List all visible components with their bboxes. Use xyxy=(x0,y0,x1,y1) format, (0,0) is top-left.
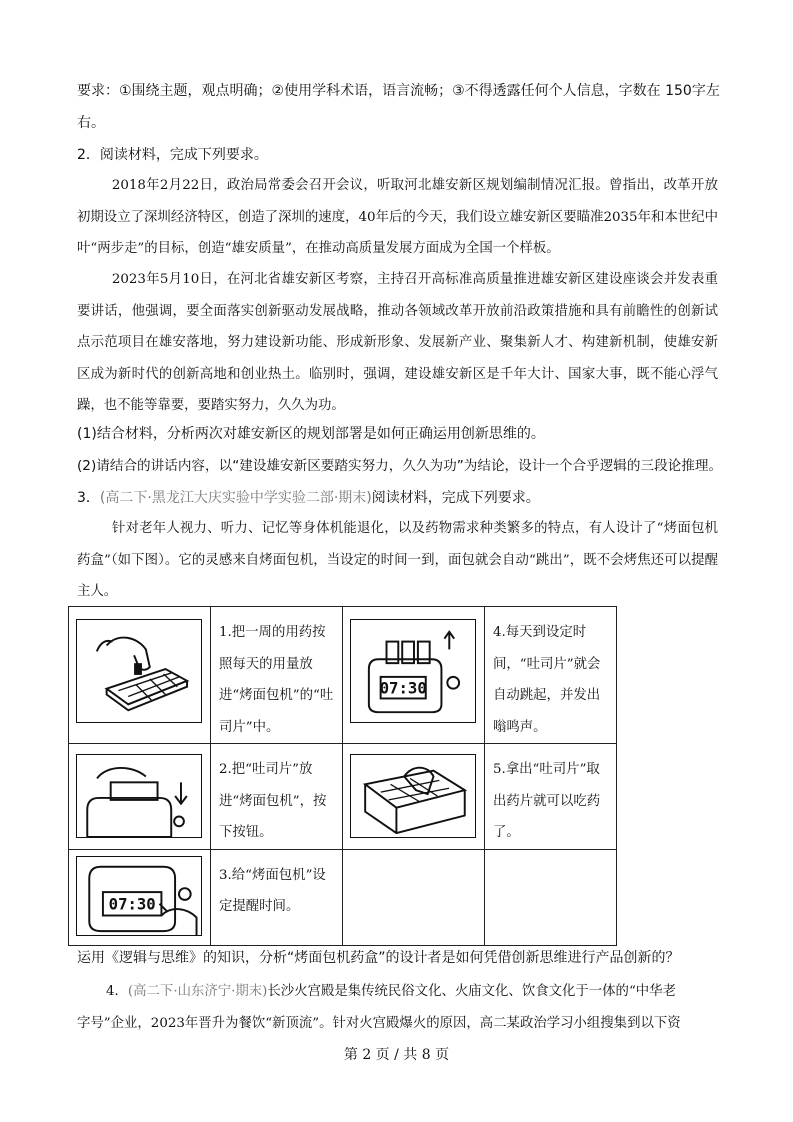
empty-cell-2 xyxy=(485,849,617,945)
step-5-illustration-cell xyxy=(343,744,485,850)
requirement-line-1: 要求：①围绕主题，观点明确；②使用学科术语，语言流畅；③不得透露任何个人信息，字数在 150字左 xyxy=(77,83,720,99)
step-2-text: 2.把“吐司片”放进“烤面包机”，按下按钮。 xyxy=(219,762,327,840)
q3-title: 阅读材料，完成下列要求。 xyxy=(371,490,540,506)
q4-line-1 xyxy=(106,983,676,1000)
step-2-illustration-cell xyxy=(69,744,211,850)
step-4-illustration-cell xyxy=(343,607,485,744)
step-3-text: 3.给“烤面包机”设定提醒时间。 xyxy=(219,867,326,914)
timer-display-4: 07:30 xyxy=(379,678,427,698)
q3-number: 3． xyxy=(77,490,100,506)
q4-line-1-text: 长沙火宫殿是集传统民俗文化、火庙文化、饮食文化于一体的“中华老 xyxy=(267,984,676,999)
step-4-cell xyxy=(485,607,617,744)
requirement-line-2: 右。 xyxy=(77,115,105,131)
pill-tray-illustration xyxy=(76,619,202,723)
q2-title: 2．阅读材料，完成下列要求。 xyxy=(77,147,268,163)
step-4-text: 4.每天到设定时间，“吐司片”就会自动跳起，并发出嗡鸣声。 xyxy=(493,625,601,735)
q4-number: 4． xyxy=(106,984,128,999)
q2-paragraph-1: 2018年2月22日，政治局常委会召开会议，听取河北雄安新区规划编制情况汇报。曾指出，改革开放初期设立了深圳经济特区，创造了深圳的速度，40年后的今天，我们设立雄安新区要瞄准2035年和本世纪中叶“两步走”的目标，创造“雄安质量”，在推动高质量发展方面成为全国一个样板。 xyxy=(77,178,718,256)
set-timer-illustration xyxy=(76,856,202,936)
step-3-cell xyxy=(211,849,343,945)
q2-subquestion-1: (1)结合材料，分析两次对雄安新区的规划部署是如何正确运用创新思维的。 xyxy=(77,426,545,442)
q3-source: (高二下·黑龙江大庆实验中学实验二部·期末) xyxy=(99,490,372,506)
step-1-illustration-cell xyxy=(69,607,211,744)
step-3-illustration-cell xyxy=(69,849,211,945)
step-5-cell xyxy=(485,744,617,850)
q2-subquestion-2: (2)请结合的讲话内容，以“建设雄安新区要踏实努力，久久为功”为结论，设计一个合乎逻辑的三段论推理。 xyxy=(77,458,723,474)
insert-tray-illustration xyxy=(76,754,202,838)
q3-question: 运用《逻辑与思维》的知识，分析“烤面包机药盒”的设计者是如何凭借创新思维进行产品创新的？ xyxy=(77,950,680,966)
toaster-pillbox-steps-table xyxy=(68,606,617,946)
step-1-text: 1.把一周的用药按照每天的用量放进“烤面包机”的“吐司片”中。 xyxy=(219,625,334,735)
q4-source: (高二下·山东济宁·期末) xyxy=(127,984,268,999)
timer-display-3: 07:30 xyxy=(108,895,156,914)
step-5-text: 5.拿出“吐司片”取出药片就可以吃药了。 xyxy=(493,762,601,840)
q3-paragraph: 针对老年人视力、听力、记忆等身体机能退化，以及药物需求种类繁多的特点，有人设计了“烤面包机药盒”（如下图）。它的灵感来自烤面包机，当设定的时间一到，面包就会自动“跳出”，既不会烤焦还可以提醒主人。 xyxy=(77,521,718,599)
q2-paragraph-2: 2023年5月10日，在河北省雄安新区考察，主持召开高标准高质量推进雄安新区建设座谈会并发表重要讲话，他强调，要全面落实创新驱动发展战略，推动各领域改革开放前沿政策措施和具有前瞻性的创新试点示范项目在雄安落地，努力建设新功能、形成新形象、发展新产业、聚集新人才、构建新机制，使雄安新区成为新时代的创新高地和创业热土。临别时，强调，建设雄安新区是千年大计、国家大事，既不能心浮气躁，也不能等靠要，要踏实努力，久久为功。 xyxy=(77,272,718,413)
step-2-cell xyxy=(211,744,343,850)
empty-cell-1 xyxy=(343,849,485,945)
q3-heading xyxy=(77,490,540,507)
toaster-pop-up-illustration xyxy=(350,619,476,723)
page-number: 第 2 页 / 共 8 页 xyxy=(343,1047,450,1063)
step-1-cell xyxy=(211,607,343,744)
open-tray-illustration xyxy=(350,754,476,838)
q4-line-2: 字号”企业，2023年晋升为餐饮“新顶流”。针对火宫殿爆火的原因，高二某政治学习小组搜集到以下资 xyxy=(77,1016,681,1031)
